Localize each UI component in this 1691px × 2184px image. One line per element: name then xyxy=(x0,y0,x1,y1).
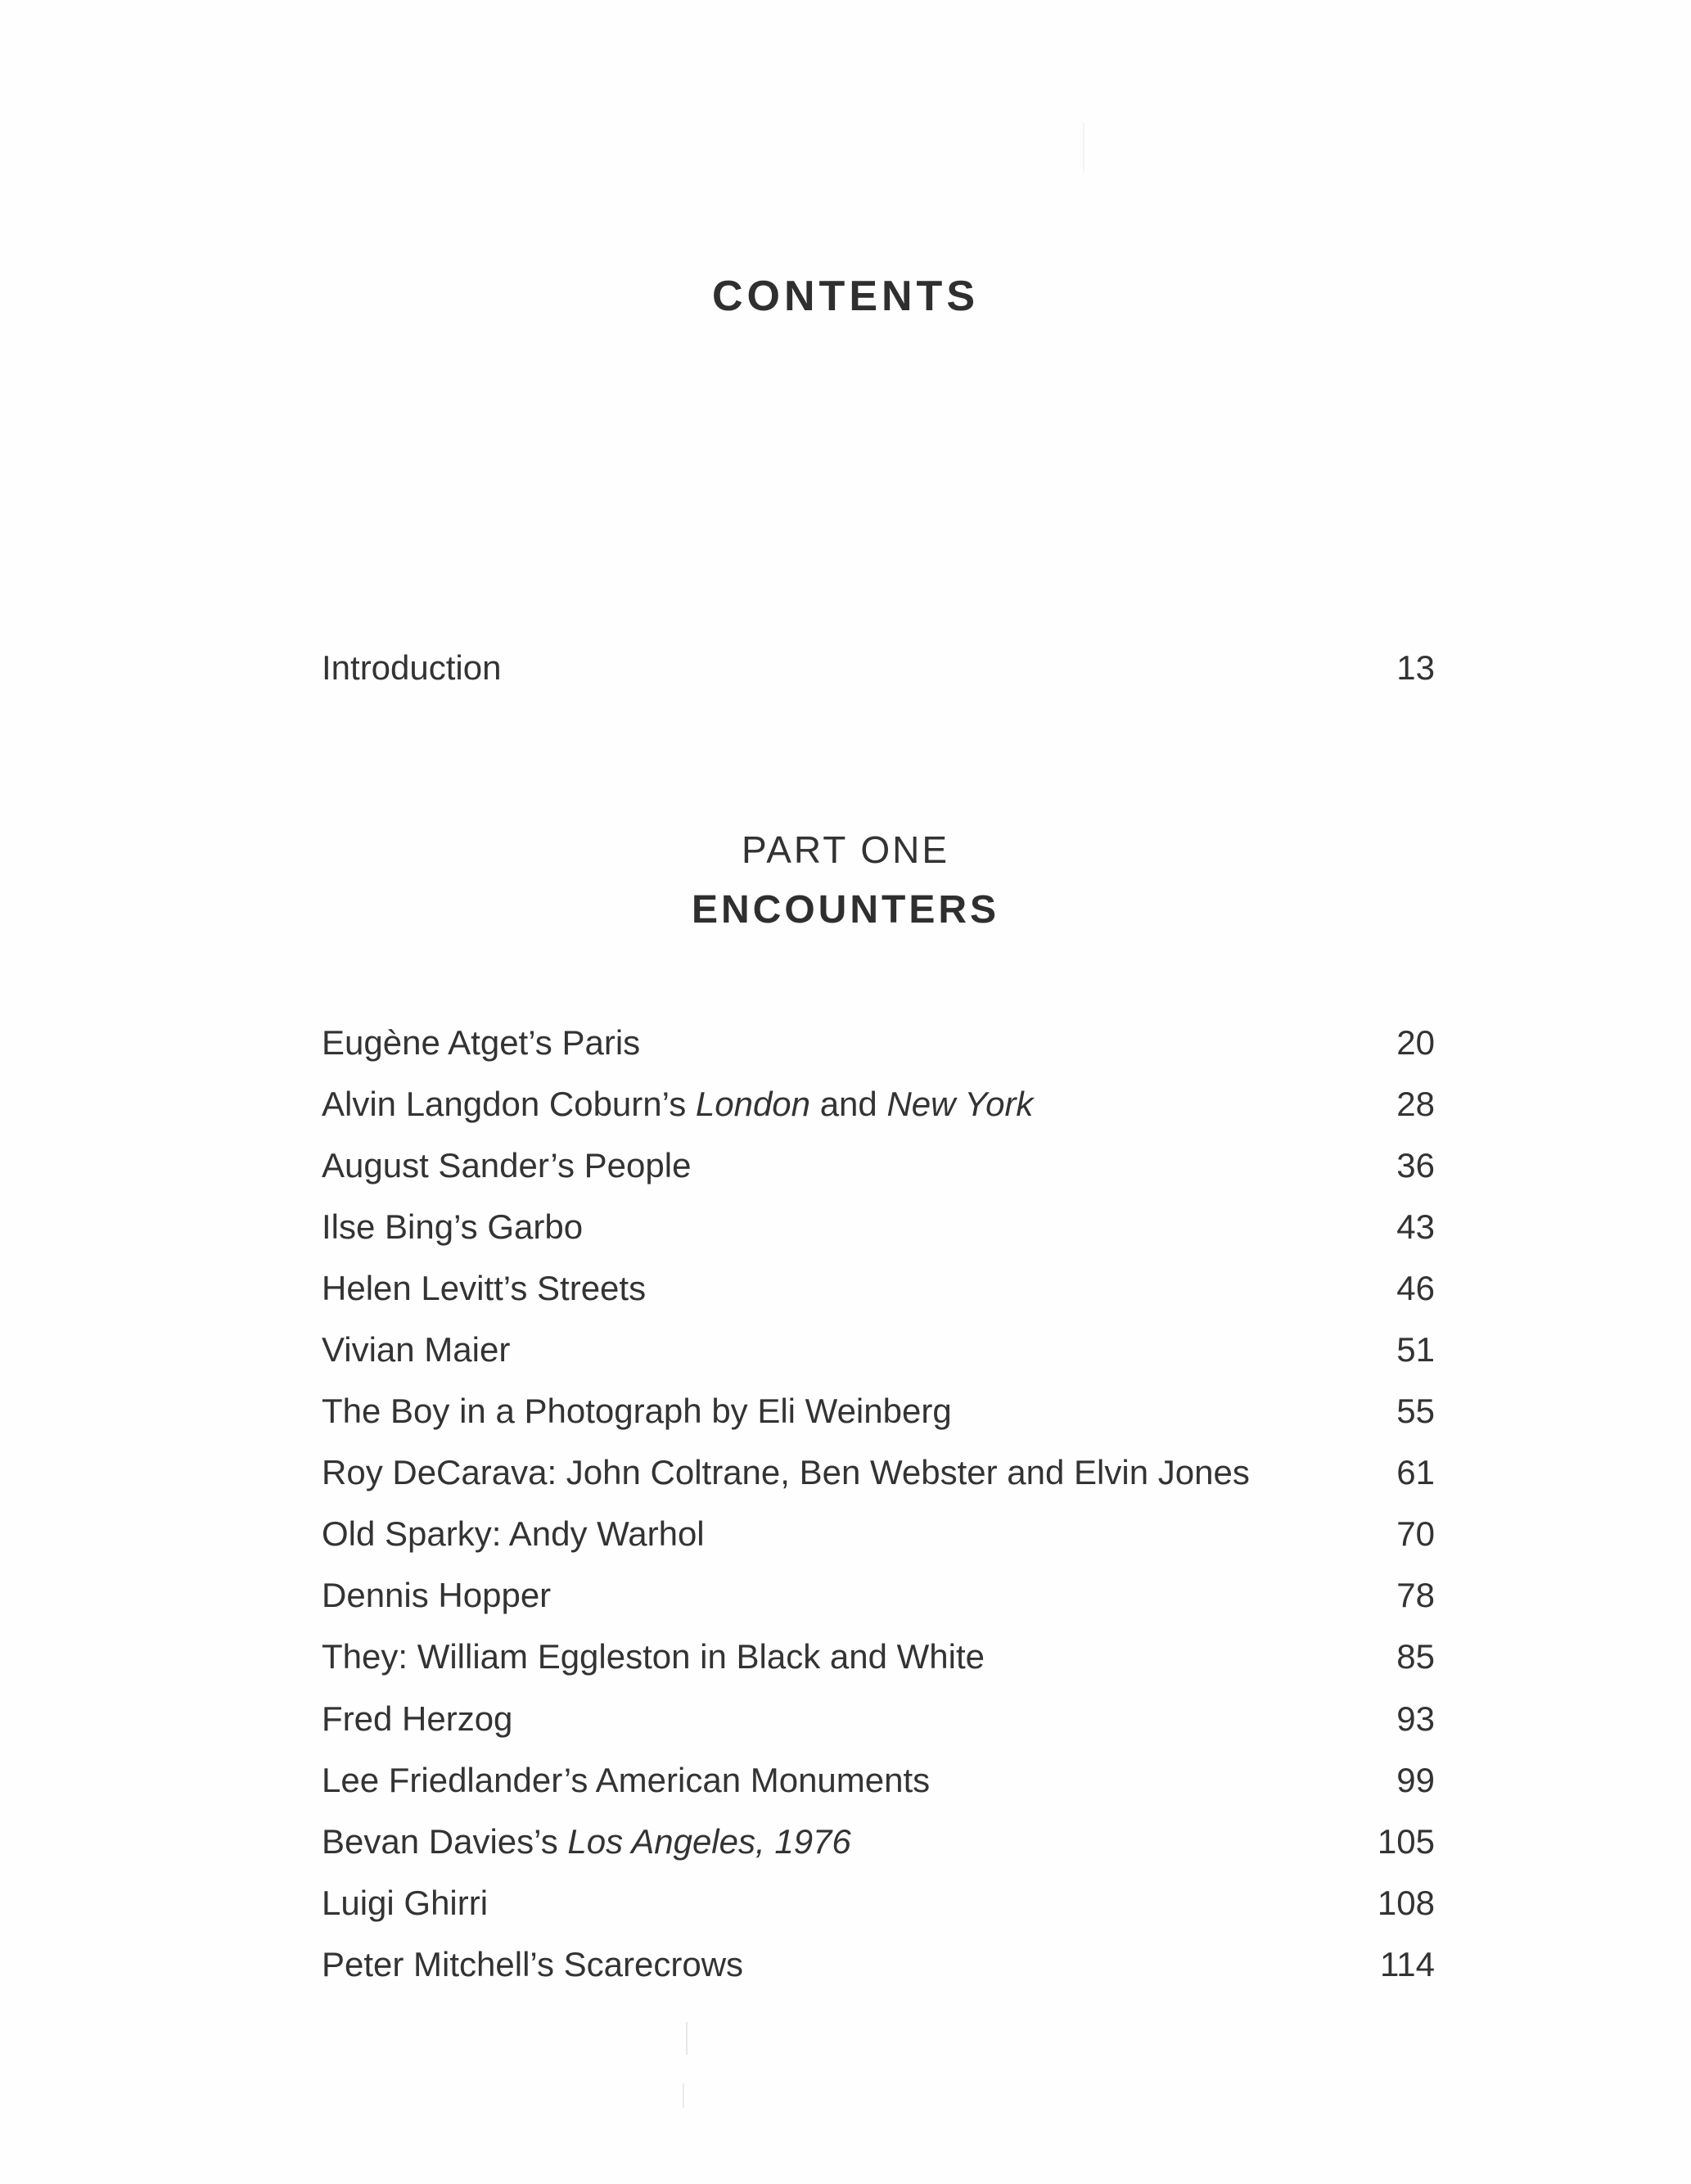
entry-title xyxy=(322,1018,640,1067)
toc-entry[interactable] xyxy=(322,1257,1435,1319)
entry-title xyxy=(322,1203,583,1252)
toc-entry[interactable] xyxy=(322,1872,1435,1934)
entry-page-number: 99 xyxy=(1396,1760,1435,1799)
toc-entry[interactable] xyxy=(322,1012,1435,1073)
toc-entry[interactable] xyxy=(322,1504,1435,1565)
entry-title-segment: Helen Levitt’s Streets xyxy=(322,1268,647,1307)
entry-title-segment: August Sander’s People xyxy=(322,1145,692,1185)
scan-artifact xyxy=(683,2083,684,2108)
entry-title-segment: Alvin Langdon Coburn’s xyxy=(322,1084,696,1123)
entry-title-segment: Peter Mitchell’s Scarecrows xyxy=(322,1944,744,1983)
entry-title xyxy=(322,1387,952,1436)
entry-title xyxy=(322,1325,510,1374)
entry-title-segment: Fred Herzog xyxy=(322,1699,513,1738)
entry-title-segment: Eugène Atget’s Paris xyxy=(322,1022,641,1062)
toc-entry[interactable] xyxy=(322,1565,1435,1627)
entry-page-number: 36 xyxy=(1396,1145,1435,1185)
toc-entry[interactable] xyxy=(322,1627,1435,1688)
entry-title xyxy=(322,1141,691,1190)
entry-title xyxy=(322,1632,985,1681)
entry-title-segment: Ilse Bing’s Garbo xyxy=(322,1207,584,1246)
entry-title-segment: Bevan Davies’s xyxy=(322,1821,568,1861)
entry-title-italic-segment: New York xyxy=(886,1084,1034,1123)
entry-title-segment: Dennis Hopper xyxy=(322,1576,552,1615)
entry-title xyxy=(322,1817,851,1866)
toc-entry[interactable] xyxy=(322,1442,1435,1504)
entry-page-number: 114 xyxy=(1380,1944,1435,1983)
entry-title: Introduction xyxy=(322,648,502,687)
entry-page-number: 108 xyxy=(1377,1883,1435,1922)
entry-page-number: 70 xyxy=(1396,1514,1435,1554)
entry-page-number: 13 xyxy=(1396,648,1435,687)
toc-entry[interactable] xyxy=(322,1073,1435,1135)
entry-title xyxy=(322,1940,743,1989)
toc-entry[interactable] xyxy=(322,1196,1435,1257)
entry-page-number: 43 xyxy=(1396,1207,1435,1246)
entry-page-number: 93 xyxy=(1396,1699,1435,1738)
entry-title xyxy=(322,1509,705,1559)
toc-entry-introduction[interactable] xyxy=(322,643,1435,693)
entry-title-segment: The Boy in a Photograph by Eli Weinberg xyxy=(322,1392,952,1431)
entry-page-number: 20 xyxy=(1396,1022,1435,1062)
contents-heading: CONTENTS xyxy=(712,273,979,320)
toc-entry[interactable] xyxy=(322,1811,1435,1872)
entry-title-italic-segment: Los Angeles, 1976 xyxy=(567,1821,851,1861)
toc-entry[interactable] xyxy=(322,1934,1435,1995)
entry-title xyxy=(322,1694,512,1744)
entry-page-number: 55 xyxy=(1396,1392,1435,1431)
entry-title xyxy=(322,1879,488,1928)
toc-entry[interactable] xyxy=(322,1319,1435,1380)
entry-title-segment: Lee Friedlander’s American Monuments xyxy=(322,1760,931,1799)
entry-page-number: 85 xyxy=(1396,1637,1435,1676)
part-label: PART ONE xyxy=(741,828,950,871)
entry-title xyxy=(322,1448,1250,1497)
scan-artifact xyxy=(686,2022,688,2055)
toc-entry[interactable] xyxy=(322,1749,1435,1811)
entry-title xyxy=(322,1756,930,1805)
toc-entry[interactable] xyxy=(322,1135,1435,1196)
toc-entry[interactable] xyxy=(322,1381,1435,1442)
toc-entry-list xyxy=(322,1012,1435,1996)
entry-title-segment: Roy DeCarava: John Coltrane, Ben Webster and Elvin Jones xyxy=(322,1453,1250,1492)
entry-title xyxy=(322,1080,1033,1129)
entry-title-segment: They: William Eggleston in Black and White xyxy=(322,1637,985,1676)
scan-artifact xyxy=(1083,123,1084,172)
entry-page-number: 46 xyxy=(1396,1268,1435,1307)
entry-page-number: 78 xyxy=(1396,1576,1435,1615)
entry-page-number: 28 xyxy=(1396,1084,1435,1123)
entry-title-italic-segment: London xyxy=(695,1084,811,1123)
entry-title-segment: Old Sparky: Andy Warhol xyxy=(322,1514,705,1554)
part-title: ENCOUNTERS xyxy=(691,888,1000,932)
entry-page-number: 105 xyxy=(1377,1821,1435,1861)
entry-page-number: 51 xyxy=(1396,1330,1435,1370)
entry-title-segment: Luigi Ghirri xyxy=(322,1883,489,1922)
entry-title-segment: and xyxy=(810,1084,887,1123)
entry-page-number: 61 xyxy=(1396,1453,1435,1492)
entry-title xyxy=(322,1571,551,1620)
toc-entry[interactable] xyxy=(322,1688,1435,1749)
entry-title xyxy=(322,1264,646,1313)
entry-title-segment: Vivian Maier xyxy=(322,1330,511,1370)
